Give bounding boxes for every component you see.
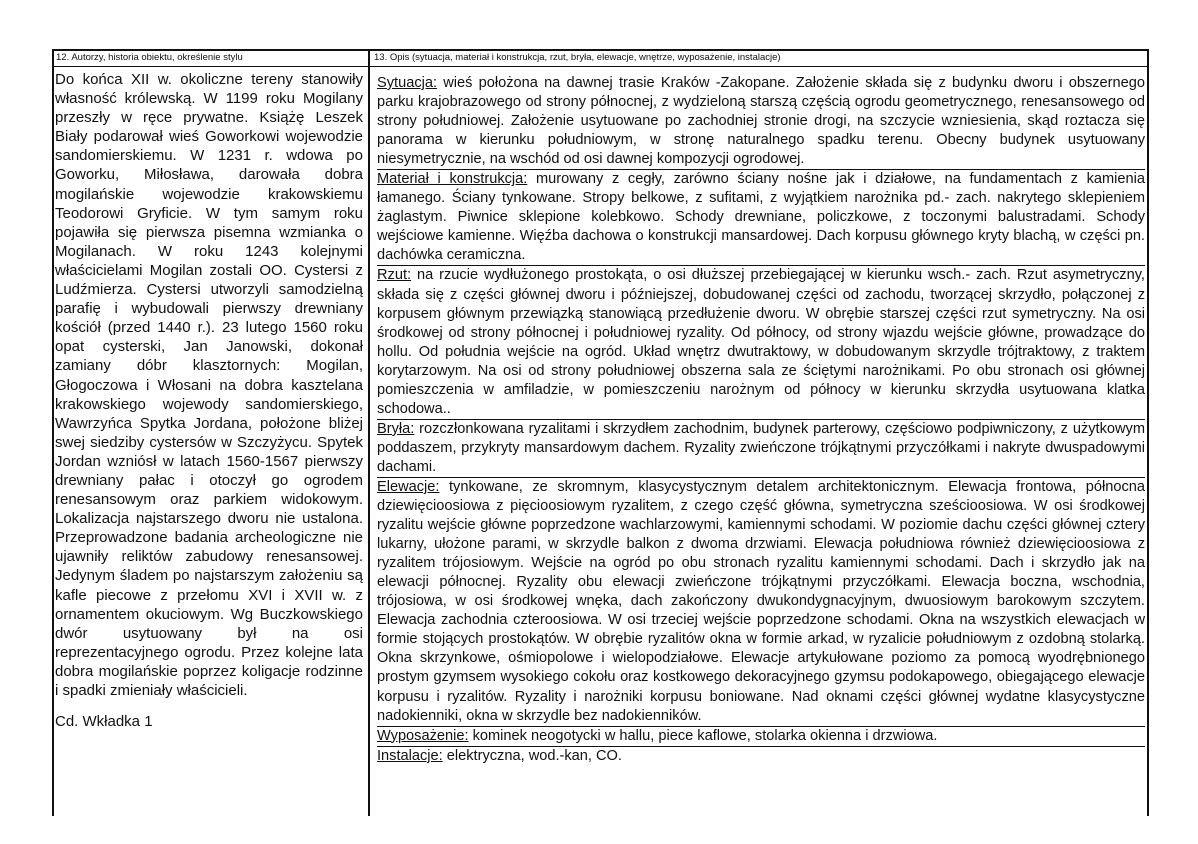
installations-label: Instalacje: <box>377 747 443 764</box>
situation-text: wieś położona na dawnej trasie Kraków -Zakopane. Założenie składa się z budynku dworu i obszernego parku krajobrazowego od strony północnej, z wydzieloną starszą częścią ogrodu geometrycznego, renesansowego od strony południowej. Założenie usytuowane po zachodniej stronie drogi, na szczycie wzniesienia, skąd roztacza się panorama w kierunku południowym, w stronę naturalnego spadku terenu. Obecny budynek usytuowany niesymetrycznie, na wschód od osi dawnej kompozycji ogrodowej. <box>377 75 1145 168</box>
situation-section <box>377 74 1145 169</box>
description-column <box>377 74 1145 766</box>
material-text: murowany z cegły, zarówno ściany nośne jak i działowe, na fundamentach z kamienia łamanego. Ściany tynkowane. Stropy belkowe, z sufitami, z wyjątkiem narożnika pd.- zach. nakrytego sklepieniem żaglastym. Piwnice sklepione kolebkowo. Schody drewniane, policzkowe, z toczonymi balustradami. Schody wejściowe kamienne. Więźba dachowa o konstrukcji mansardowej. Dach korpusu głównego kryty blachą, w części pn. dachówka ceramiczna. <box>377 171 1145 264</box>
material-section <box>377 169 1145 265</box>
installations-section <box>377 746 1145 766</box>
column-divider <box>368 49 370 816</box>
furnishing-label: Wyposażenie: <box>377 727 469 744</box>
field-12-label: 12. Autorzy, historia obiektu, określenie stylu <box>56 52 243 63</box>
field-13-label: 13. Opis (sytuacja, materiał i konstrukcja, rzut, bryła, elewacje, wnętrze, wyposażenie, instalacje) <box>374 52 781 63</box>
elevations-label: Elewacje: <box>377 478 440 495</box>
massing-label: Bryła: <box>377 420 415 437</box>
header-rule <box>52 66 1149 67</box>
furnishing-section <box>377 726 1145 746</box>
massing-section <box>377 419 1145 477</box>
elevations-text: tynkowane, ze skromnym, klasycystycznym detalem architektonicznym. Elewacja frontowa, północna dziewięcioosiowa z pięcioosiowym ryzalitem, z czego część główna, symetryczna sześcioosiowa. W osi środkowej ryzalitu wejście główne poprzedzone wachlarzowymi, kamiennymi schodami. W poziomie dachu części głównej cztery lukarny, ułożone parami, w skrzydle balkon z dwoma drzwiami. Elewacja południowa również dziewięcioosiowa z ryzalitem trójosiowym. Wejście na ogród po obu stronach ryzalitu kamiennymi schodami. Dach i skrzydło jak na elewacji północnej. Ryzality obu elewacji zwieńczone trójkątnymi przyczółkami. Elewacja boczna, wschodnia, trójosiowa, w osi środkowej wnęka, dach zakończony dwukondygnacyjnym, dwuosiowym barokowym szczytem. Elewacja zachodnia czteroosiowa. W osi trzeciej wejście poprzedzone schodami. Okna na wszystkich elewacjach w formie stojących prostokątów. W obrębie ryzalitów okna w formie arkad, w ryzalicie południowym z ozdobną stolarką. Okna skrzynkowe, ośmiopolowe i wielopodziałowe. Elewacje artykułowane poziomo za pomocą wyodrębnionego prostym gzymsem wysokiego cokołu oraz kostkowego dekoracyjnego gzymsu podokapowego, obiegającego elewacje korpusu i ryzalitów. Ryzality i narożniki korpusu boniowane. Nad oknami części głównej wydatne klasycystyczne nadokienniki, okna w skrzydle bez nadokienników. <box>377 478 1145 724</box>
elevations-section <box>377 477 1145 726</box>
history-paragraph: Do końca XII w. okoliczne tereny stanowiły własność królewską. W 1199 roku Mogilany przeszły w ręce prywatne. Książę Leszek Biały podarował wieś Goworkowi wojewodzie sandomierskiemu. W 1231 r. wdowa po Goworku, Miłosława, darowała dobra mogilańskie wojewodzie krakowskiemu Teodorowi Gryficie. W tym samym roku pojawiła się pierwsza pisemna wzmianka o Mogilanach. W roku 1243 kolejnymi właścicielami Mogilan zostali OO. Cystersi z Ludźmierza. Cystersi utworzyli samodzielną parafię i wybudowali pierwszy drewniany kościół (przed 1440 r.). 23 lutego 1560 roku opat cysterski, Jan Janowski, dokonał zamiany dóbr klasztornych: Mogilan, Głogoczowa i Włosani na dobra kasztelana krakowskiego wojewody sandomierskiego, Wawrzyńca Spytka Jordana, położone bliżej swej siedziby cystersów w Szczyżycu. Spytek Jordan wzniósł w latach 1560-1567 pierwszy drewniany pałac i otoczył go ogrodem renesansowym oraz parkiem widokowym. Lokalizacja najstarszego dworu nie ustalona. Przeprowadzone badania archeologiczne nie ujawniły reliktów zabudowy renesansowej. Jedynym śladem po najstarszym założeniu są kafle piecowe z przełomu XVI i XVII w. z ornamentem okuciowym. Wg Buczkowskiego dwór usytuowany był na osi reprezentacyjnego ogrodu. Przez kolejne lata dobra mogilańskie poprzez koligacje rodzinne i spadki zmieniały właścicieli. <box>55 71 363 699</box>
massing-text: rozczłonkowana ryzalitami i skrzydłem zachodnim, budynek parterowy, częściowo podpiwniczony, z użytkowym poddaszem, przykryty mansardowym dachem. Ryzality zwieńczone trójkątnymi przyczółkami i nakryte dwuspadowymi dachami. <box>377 420 1145 475</box>
plan-section <box>377 265 1145 418</box>
continuation-note: Cd. Wkładka 1 <box>55 713 153 731</box>
plan-label: Rzut: <box>377 267 412 284</box>
plan-text: na rzucie wydłużonego prostokąta, o osi dłuższej przebiegającej w kierunku wsch.- zach. Rzut asymetryczny, składa się z części głównej dworu i późniejszej, dobudowanej części od zachodu, tworzącej skrzydło, połączonej z korpusem głównym przewiązką stanowiącą przedłużenie dworu. W obrębie starszej części rzut symetryczny. Na osi środkowej od strony północnej i południowej ryzality. Od północy, od strony wjazdu wejście główne, prowadzące do hollu. Od południa wejście na ogród. Układ wnętrz dwutraktowy, w dobudowanym skrzydle trójtraktowy, z traktem korytarzowym. Na osi od strony południowej obszerna sala ze ściętymi narożnikami. Po obu stronach osi głównej pomieszczenia w amfiladzie, w pomieszczeniu narożnym od północy w kierunku skrzydła usytuowana klatka schodowa.. <box>377 267 1145 417</box>
situation-label: Sytuacja: <box>377 75 438 91</box>
material-label: Materiał i konstrukcja: <box>377 171 528 188</box>
installations-text: elektryczna, wod.-kan, CO. <box>442 747 622 764</box>
furnishing-text: kominek neogotycki w hallu, piece kaflowe, stolarka okienna i drzwiowa. <box>468 727 938 744</box>
history-column <box>55 70 363 731</box>
